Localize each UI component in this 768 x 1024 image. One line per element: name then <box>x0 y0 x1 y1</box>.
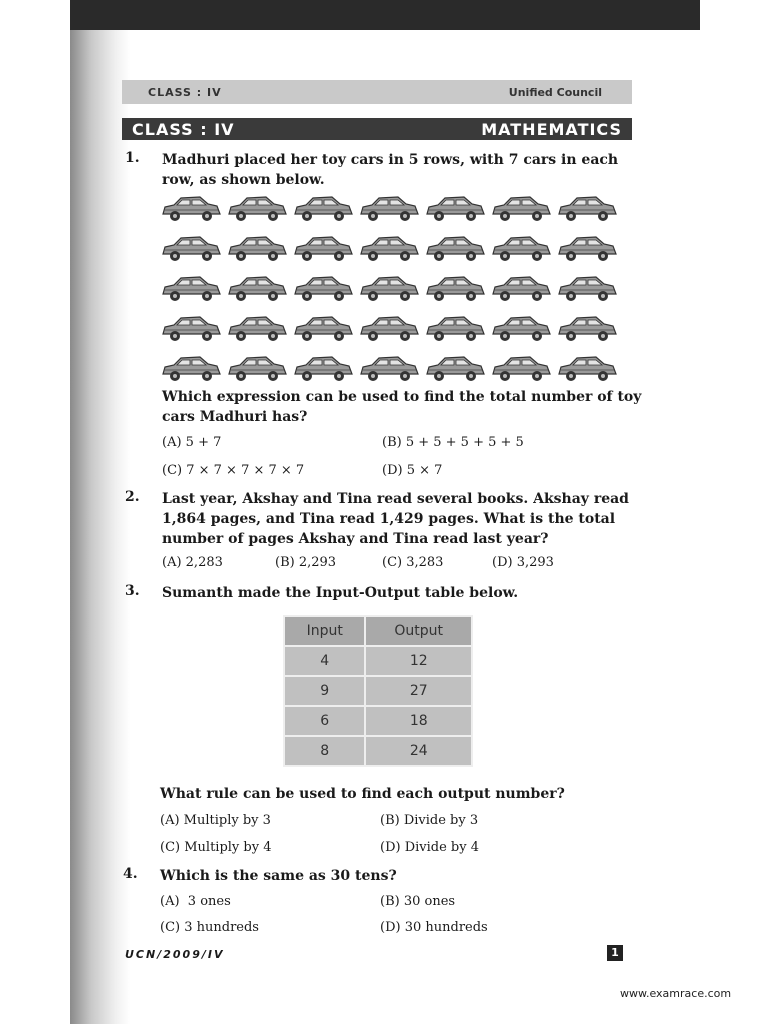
q2-option-c[interactable]: (C) 3,283 <box>382 555 444 570</box>
toy-car-icon <box>226 230 288 266</box>
toy-car-icon <box>160 270 222 306</box>
input-output-table <box>283 615 473 767</box>
column-header-output: Output <box>365 616 472 646</box>
website-watermark: www.examrace.com <box>620 987 732 1000</box>
toy-car-icon <box>292 350 354 386</box>
toy-car-icon <box>424 350 486 386</box>
table-row <box>284 676 472 706</box>
banner-subject: MATHEMATICS <box>481 120 622 139</box>
q3-text: Sumanth made the Input-Output table below. <box>162 585 519 601</box>
toy-car-icon <box>358 350 420 386</box>
output-cell: 27 <box>365 676 472 706</box>
q2-text: Last year, Akshay and Tina read several books. Akshay read 1,864 pages, and Tina read 1,429 pages. What is the total number of pages Akshay and Tina read last year? <box>162 491 629 547</box>
car-row <box>160 350 630 386</box>
q2-option-d[interactable]: (D) 3,293 <box>492 555 554 570</box>
toy-car-icon <box>160 350 222 386</box>
exam-page <box>110 30 700 1024</box>
output-cell: 12 <box>365 646 472 676</box>
table-row <box>284 706 472 736</box>
toy-cars-illustration <box>160 190 630 410</box>
q1-option-c[interactable]: (C) 7 × 7 × 7 × 7 × 7 <box>162 463 305 478</box>
toy-car-icon <box>358 310 420 346</box>
toy-car-icon <box>490 350 552 386</box>
running-header <box>122 80 632 104</box>
q4-number: 4. <box>123 866 138 882</box>
column-header-input: Input <box>284 616 365 646</box>
car-row <box>160 190 630 226</box>
toy-car-icon <box>160 190 222 226</box>
section-banner <box>122 118 632 140</box>
q1-number: 1. <box>125 150 140 166</box>
q1-text: Madhuri placed her toy cars in 5 rows, with 7 cars in each row, as shown below. <box>162 152 619 188</box>
paper-code: UCN/2009/IV <box>125 948 225 961</box>
toy-car-icon <box>424 270 486 306</box>
car-row <box>160 310 630 346</box>
scan-top-edge <box>70 0 700 30</box>
q3-option-d[interactable]: (D) Divide by 4 <box>380 840 479 855</box>
table-row <box>284 736 472 766</box>
toy-car-icon <box>490 230 552 266</box>
toy-car-icon <box>490 310 552 346</box>
toy-car-icon <box>358 230 420 266</box>
toy-car-icon <box>424 230 486 266</box>
car-row <box>160 230 630 266</box>
toy-car-icon <box>292 270 354 306</box>
toy-car-icon <box>556 350 618 386</box>
table-header-row <box>284 616 472 646</box>
toy-car-icon <box>226 190 288 226</box>
q1-option-d[interactable]: (D) 5 × 7 <box>382 463 443 478</box>
running-header-class: CLASS : IV <box>148 86 222 99</box>
q3-option-b[interactable]: (B) Divide by 3 <box>380 813 479 828</box>
toy-car-icon <box>292 190 354 226</box>
toy-car-icon <box>556 310 618 346</box>
q4-text: Which is the same as 30 tens? <box>160 868 397 884</box>
q3-number: 3. <box>125 583 140 599</box>
toy-car-icon <box>292 230 354 266</box>
q2-option-a[interactable]: (A) 2,283 <box>162 555 223 570</box>
input-cell: 4 <box>284 646 365 676</box>
toy-car-icon <box>226 310 288 346</box>
q4-option-a[interactable]: (A) 3 ones <box>160 894 231 909</box>
toy-car-icon <box>490 190 552 226</box>
toy-car-icon <box>292 310 354 346</box>
toy-car-icon <box>556 190 618 226</box>
q2-option-b[interactable]: (B) 2,293 <box>275 555 337 570</box>
toy-car-icon <box>556 230 618 266</box>
q3-question: What rule can be used to find each output number? <box>160 786 565 802</box>
q1-question: Which expression can be used to find the total number of toy cars Madhuri has? <box>162 389 642 425</box>
table-row <box>284 646 472 676</box>
banner-class: CLASS : IV <box>132 120 235 139</box>
output-cell: 18 <box>365 706 472 736</box>
toy-car-icon <box>226 270 288 306</box>
car-row <box>160 270 630 306</box>
q4-option-b[interactable]: (B) 30 ones <box>380 894 456 909</box>
q3-option-c[interactable]: (C) Multiply by 4 <box>160 840 272 855</box>
toy-car-icon <box>160 310 222 346</box>
page-number: 1 <box>607 945 623 961</box>
toy-car-icon <box>424 310 486 346</box>
output-cell: 24 <box>365 736 472 766</box>
toy-car-icon <box>160 230 222 266</box>
toy-car-icon <box>358 270 420 306</box>
input-cell: 6 <box>284 706 365 736</box>
toy-car-icon <box>556 270 618 306</box>
toy-car-icon <box>490 270 552 306</box>
toy-car-icon <box>424 190 486 226</box>
input-cell: 8 <box>284 736 365 766</box>
q1-option-b[interactable]: (B) 5 + 5 + 5 + 5 + 5 <box>382 435 524 450</box>
running-header-publisher: Unified Council <box>508 86 602 99</box>
toy-car-icon <box>226 350 288 386</box>
q4-option-c[interactable]: (C) 3 hundreds <box>160 920 259 935</box>
q2-number: 2. <box>125 489 140 505</box>
input-cell: 9 <box>284 676 365 706</box>
q4-option-d[interactable]: (D) 30 hundreds <box>380 920 488 935</box>
q1-option-a[interactable]: (A) 5 + 7 <box>162 435 222 450</box>
q3-option-a[interactable]: (A) Multiply by 3 <box>160 813 271 828</box>
toy-car-icon <box>358 190 420 226</box>
